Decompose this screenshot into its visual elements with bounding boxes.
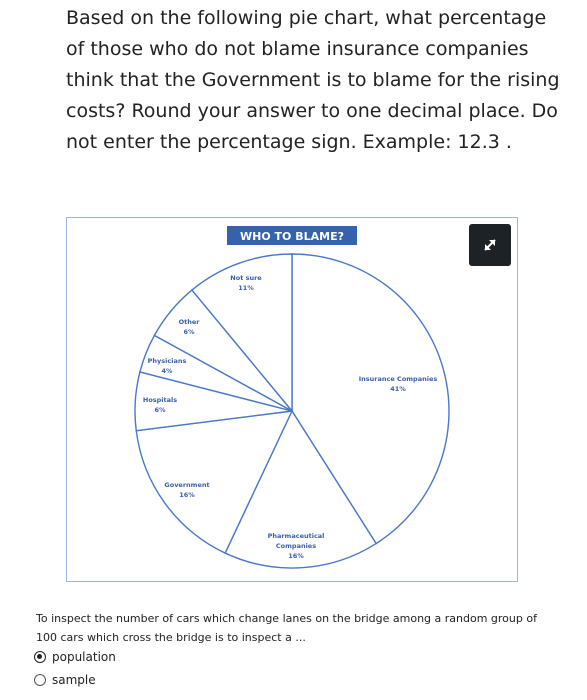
slice-label-physicians: Physicians 4% bbox=[147, 357, 187, 375]
slice-label-pharmaceutical-companies: Pharmaceutical Companies 16% bbox=[267, 532, 325, 560]
slice-label-government: Government 16% bbox=[164, 481, 210, 499]
slice-label-hospitals: Hospitals 6% bbox=[142, 396, 178, 414]
expand-arrows-icon bbox=[480, 235, 500, 255]
option-sample[interactable] bbox=[34, 673, 96, 687]
slice-label-not-sure: Not sure 11% bbox=[230, 274, 262, 292]
expand-button[interactable] bbox=[469, 224, 511, 266]
option-population-label: population bbox=[52, 650, 116, 664]
slice-label-insurance-companies: Insurance Companies 41% bbox=[358, 375, 438, 393]
slice-label-other: Other 6% bbox=[178, 318, 200, 336]
followup-question: To inspect the number of cars which change lanes on the bridge among a random group of 100 cars which cross the bridge is to inspect a ... bbox=[36, 612, 537, 644]
option-sample-label: sample bbox=[52, 673, 96, 687]
chart-title: WHO TO BLAME? bbox=[240, 230, 344, 243]
option-population[interactable] bbox=[34, 650, 116, 664]
radio-unselected[interactable] bbox=[34, 674, 46, 686]
radio-selected[interactable] bbox=[34, 651, 46, 663]
question-text: Based on the following pie chart, what percentage of those who do not blame insurance companies think that the Government is to blame for the rising costs? Round your answer to one decimal place. Do not enter the percentage sign. Example: 12.3 . bbox=[66, 7, 560, 153]
